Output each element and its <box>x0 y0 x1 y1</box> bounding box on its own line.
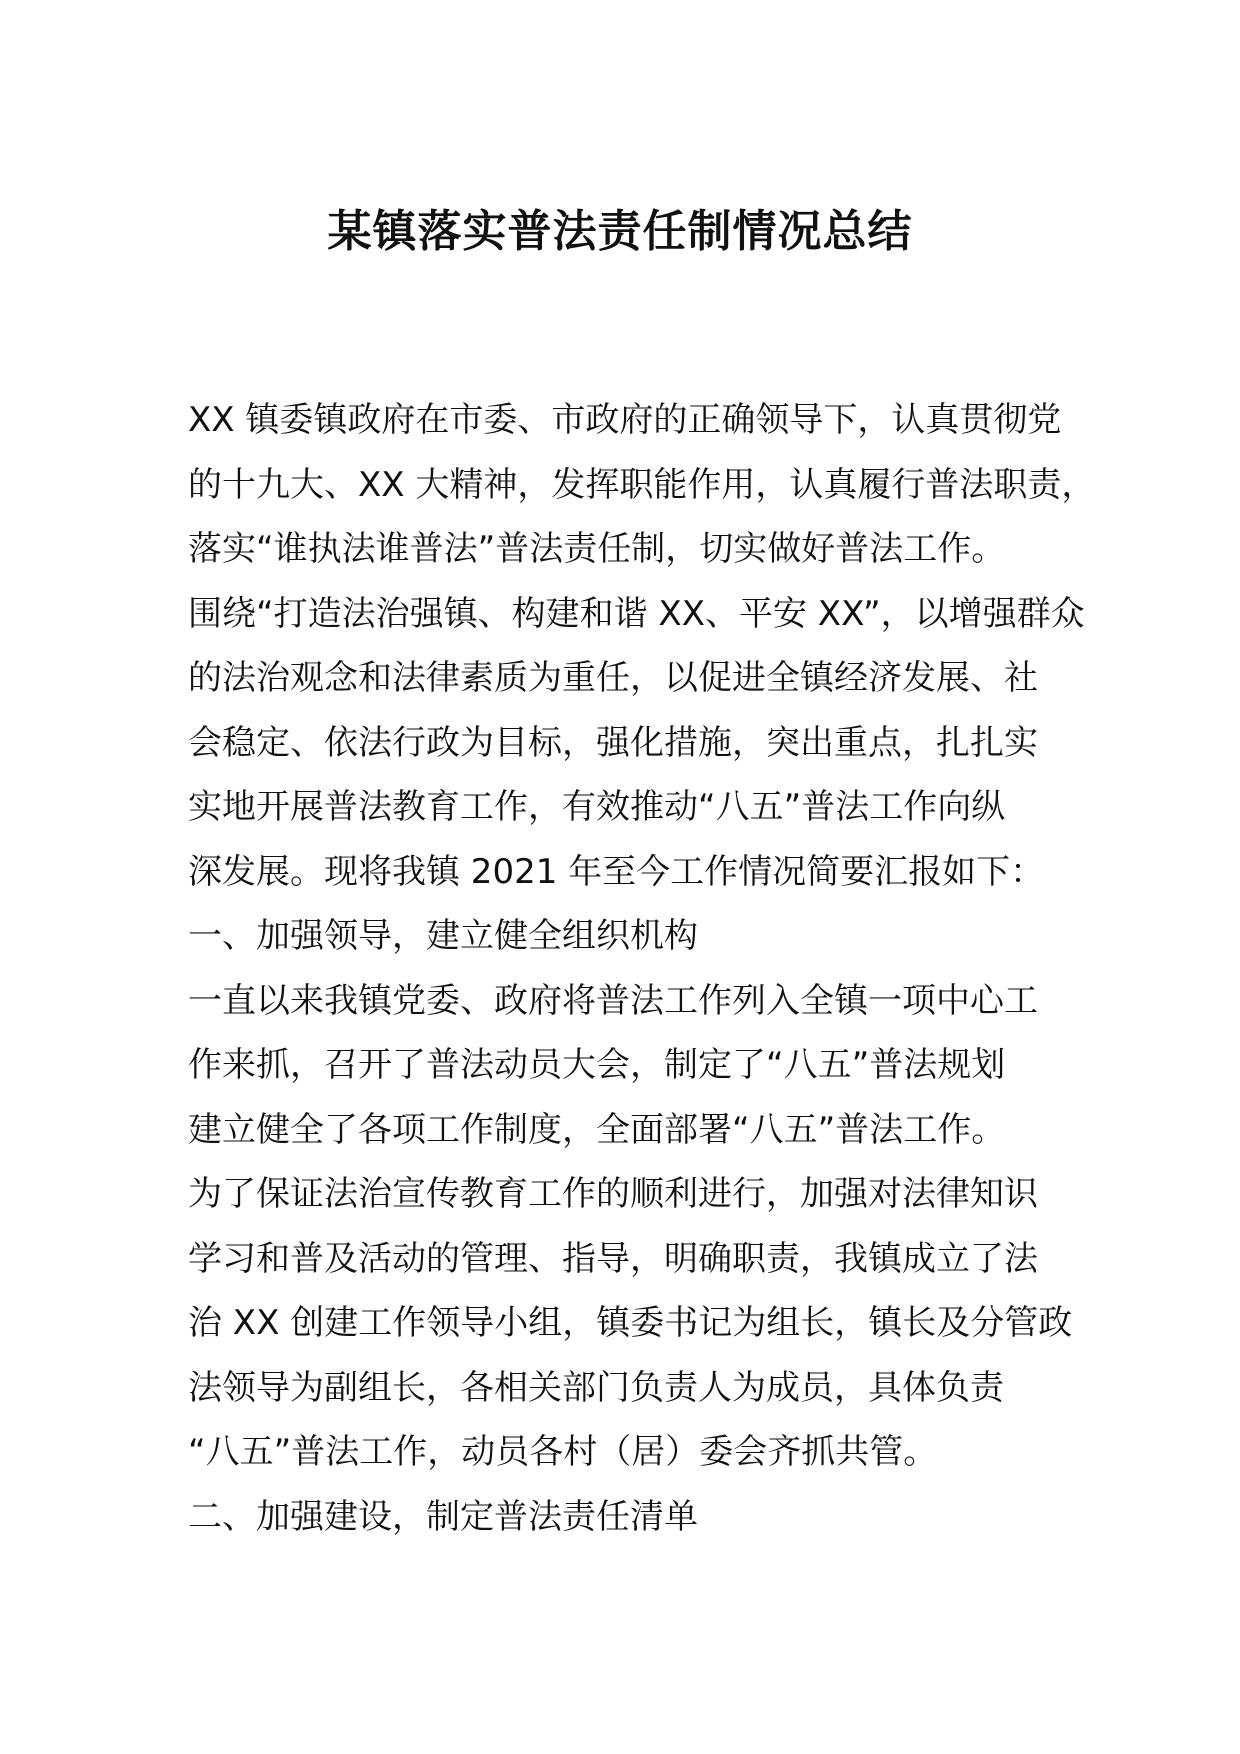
body-line: 作来抓，召开了普法动员大会，制定了“八五”普法规划 <box>188 1045 1006 1085</box>
body-line: 的法治观念和法律素质为重任，以促进全镇经济发展、社 <box>188 658 1038 698</box>
body-line: “八五”普法工作，动员各村（居）委会齐抓共管。 <box>188 1432 938 1472</box>
body-line: 法领导为副组长，各相关部门负责人为成员，具体负责 <box>188 1367 1004 1408</box>
body-line: 实地开展普法教育工作，有效推动“八五”普法工作向纵 <box>188 787 1006 827</box>
body-line: 治 XX 创建工作领导小组，镇委书记为组长，镇长及分管政 <box>188 1303 1073 1343</box>
body-line: 建立健全了各项工作制度，全面部署“八五”普法工作。 <box>188 1109 1006 1150</box>
body-line: XX 镇委镇政府在市委、市政府的正确领导下，认真贯彻党 <box>188 400 1062 440</box>
body-line: 学习和普及活动的管理、指导，明确职责，我镇成立了法 <box>188 1238 1038 1279</box>
body-line: 的十九大、XX 大精神，发挥职能作用，认真履行普法职责， <box>188 464 1096 505</box>
body-line: 围绕“打造法治强镇、构建和谐 XX、平安 XX”，以增强群众 <box>188 593 1085 634</box>
section-heading-2: 二、加强建设，制定普法责任清单 <box>188 1496 698 1537</box>
body-line: 深发展。现将我镇 2021 年至今工作情况简要汇报如下： <box>188 851 1045 892</box>
body-line: 一直以来我镇党委、政府将普法工作列入全镇一项中心工 <box>188 980 1038 1021</box>
body-line: 会稳定、依法行政为目标，强化措施，突出重点，扎扎实 <box>188 722 1038 763</box>
document-title: 某镇落实普法责任制情况总结 <box>327 206 913 257</box>
document-body <box>188 388 1096 1549</box>
section-heading-1: 一、加强领导，建立健全组织机构 <box>188 916 698 956</box>
body-line: 为了保证法治宣传教育工作的顺利进行，加强对法律知识 <box>188 1174 1038 1214</box>
body-line: 落实“谁执法谁普法”普法责任制，切实做好普法工作。 <box>188 529 1006 569</box>
